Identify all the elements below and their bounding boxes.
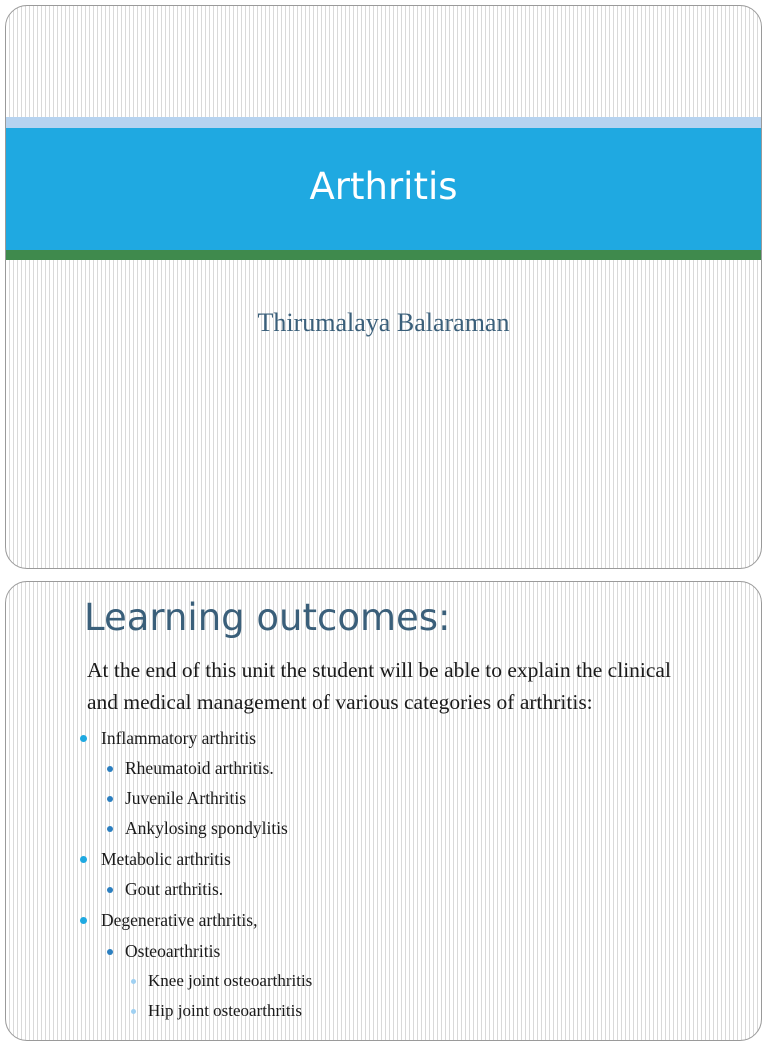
list-item-text: Juvenile Arthritis	[125, 788, 247, 808]
bullet-icon	[80, 856, 87, 863]
bullet-icon	[107, 949, 113, 955]
slide-subtitle: Thirumalaya Balaraman	[257, 308, 510, 337]
list-item-text: Degenerative arthritis,	[101, 910, 258, 930]
bullet-icon	[107, 796, 113, 802]
list-item-text: Gout arthritis.	[125, 879, 224, 899]
list-item	[125, 788, 246, 809]
list-item-text: Hip joint osteoarthritis	[148, 1001, 302, 1020]
list-item	[125, 941, 220, 962]
slide-heading: Learning outcomes:	[84, 596, 451, 639]
list-item-text: Ankylosing spondylitis	[125, 818, 288, 838]
bullet-icon	[80, 917, 87, 924]
title-band-bottom-stripe	[6, 250, 761, 260]
list-item-text: Rheumatoid arthritis.	[125, 758, 274, 778]
list-item-text: Knee joint osteoarthritis	[148, 971, 313, 990]
list-item	[101, 728, 256, 749]
learning-outcomes-slide	[5, 581, 762, 1041]
list-item	[125, 818, 288, 839]
list-item-text: Metabolic arthritis	[101, 849, 231, 869]
list-item	[125, 879, 223, 900]
bullet-icon	[80, 735, 87, 742]
bullet-icon	[107, 887, 113, 893]
intro-line: and medical management of various categories of arthritis:	[87, 690, 593, 714]
list-item	[101, 910, 257, 931]
intro-line: At the end of this unit the student will be able to explain the clinical	[87, 658, 671, 682]
slide-title: Arthritis	[309, 164, 458, 208]
list-item	[125, 758, 274, 779]
bullet-icon	[107, 766, 113, 772]
title-band	[6, 128, 761, 250]
title-band-top-stripe	[6, 117, 761, 128]
list-item	[148, 1001, 302, 1021]
bullet-icon	[131, 979, 136, 984]
intro-paragraph	[87, 654, 747, 718]
list-item-text: Osteoarthritis	[125, 941, 221, 961]
title-slide	[5, 5, 762, 569]
list-item	[101, 849, 231, 870]
bullet-icon	[107, 826, 113, 832]
list-item-text: Inflammatory arthritis	[101, 728, 257, 748]
bullet-icon	[131, 1009, 136, 1014]
list-item	[148, 971, 312, 991]
